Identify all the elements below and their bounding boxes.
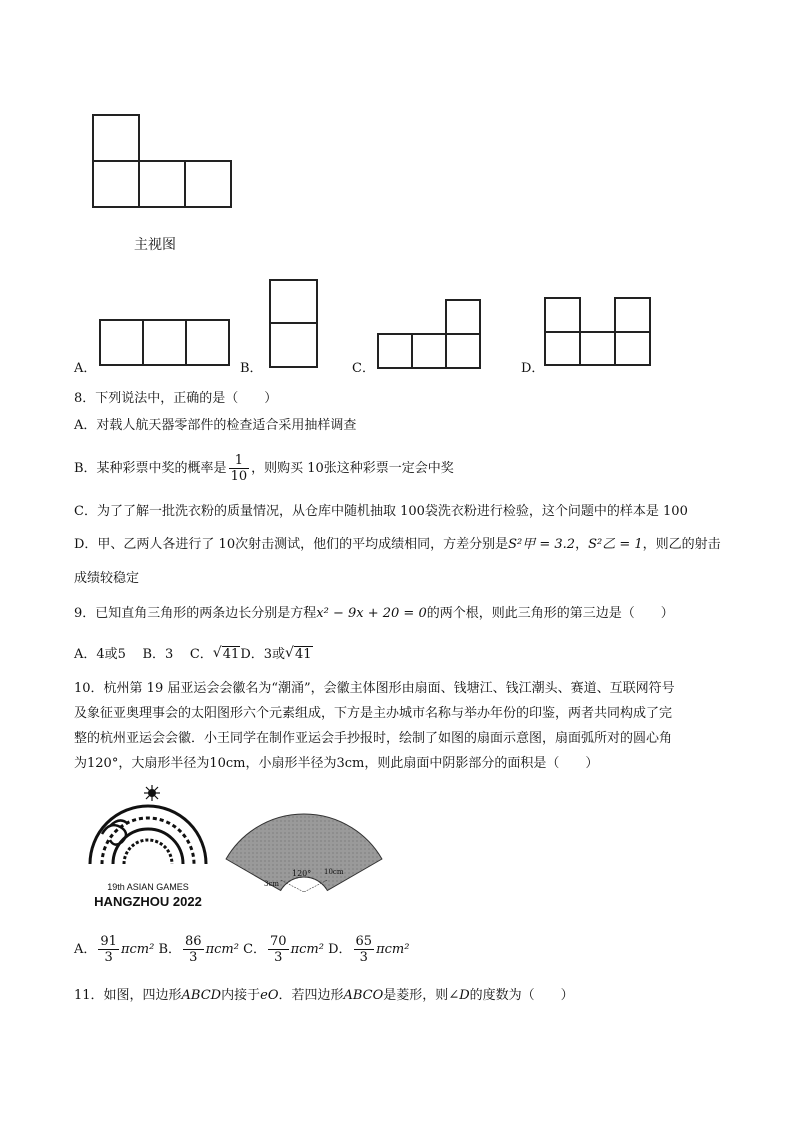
q7-option-d-figure: [543, 296, 653, 368]
q8-option-d: D．甲、乙两人各进行了 10次射击测试，他们的平均成绩相同，方差分别是S²甲 = 3.2，S²乙 = 1，则乙的射击: [74, 537, 721, 552]
sun-icon: [144, 785, 160, 801]
q10-stem-line1: 10．杭州第 19 届亚运会会徽名为“潮涌”，会徽主体图形由扇面、钱塘江、钱江潮头、赛道、互联网符号: [74, 681, 675, 696]
probability-fraction: $\frac{1}{10}$: [230, 453, 248, 484]
asian-games-logo: [80, 782, 215, 912]
fan-angle-label: 120°: [292, 869, 312, 878]
q7-option-c-figure: [376, 298, 484, 370]
q8-option-a: A．对载人航天器零部件的检查适合采用抽样调查: [74, 418, 357, 433]
logo-text-2: HANGZHOU 2022: [94, 894, 202, 909]
fan-large-radius-label: 10cm: [324, 868, 344, 876]
q11-stem: 11．如图，四边形ABCD内接于eO．若四边形ABCO是菱形，则∠D的度数为（ ）: [74, 988, 574, 1003]
q7-option-b-label: B．: [240, 361, 263, 376]
main-view-caption: 主视图: [134, 237, 176, 253]
q8-option-c: C．为了了解一批洗衣粉的质量情况，从仓库中随机抽取 100袋洗衣粉进行检验，这个问题中的样本是 100: [74, 504, 688, 519]
fan-figure: [224, 800, 384, 892]
q10-option-a: A． $\frac{91}{3}$ πcm²: [74, 934, 155, 965]
q10-option-d: D． $\frac{65}{3}$ πcm²: [328, 934, 410, 965]
q10-option-c: C． $\frac{70}{3}$ πcm²: [243, 934, 324, 965]
q7-option-a-figure: [98, 318, 232, 368]
logo-text-1: 19th ASIAN GAMES: [107, 882, 189, 892]
q9-stem: 9．已知直角三角形的两条边长分别是方程x² − 9x + 20 = 0的两个根，则此三角形的第三边是（ ）: [74, 606, 674, 621]
q10-stem-line3: 整的杭州亚运会会徽．小王同学在制作亚运会手抄报时，绘制了如图的扇面示意图，扇面弧所对的圆心角: [74, 731, 673, 746]
q10-stem-line4: 为120°，大扇形半径为10cm，小扇形半径为3cm，则此扇面中阴影部分的面积是（ ）: [74, 756, 599, 771]
q8-stem: 8．下列说法中，正确的是（ ）: [74, 391, 278, 406]
q10-options: [74, 930, 409, 970]
fan-small-radius-label: 3cm: [264, 880, 280, 888]
q10-stem-line2: 及象征亚奥理事会的太阳图形六个元素组成，下方是主办城市名称与举办年份的印鉴，两者共同构成了完: [74, 706, 673, 721]
main-view-figure: [90, 112, 235, 212]
q7-option-b-figure: [268, 278, 320, 370]
q7-option-d-label: D．: [521, 361, 545, 376]
q8-option-b: B．某种彩票中奖的概率是 $\frac{1}{10}$ ，则购买 10张这种彩票一定会中奖: [74, 453, 454, 484]
q10-option-b: B． $\frac{86}{3}$ πcm²: [158, 934, 239, 965]
q9-options: A．4或5 B．3 C． √ 41D．3或 √ 41: [74, 645, 312, 662]
q7-option-c-label: C．: [352, 361, 375, 376]
q9-equation: x² − 9x + 20 = 0: [316, 606, 427, 621]
q7-option-a-label: A．: [74, 361, 97, 376]
q8-option-d-line2: 成绩较稳定: [74, 571, 140, 586]
